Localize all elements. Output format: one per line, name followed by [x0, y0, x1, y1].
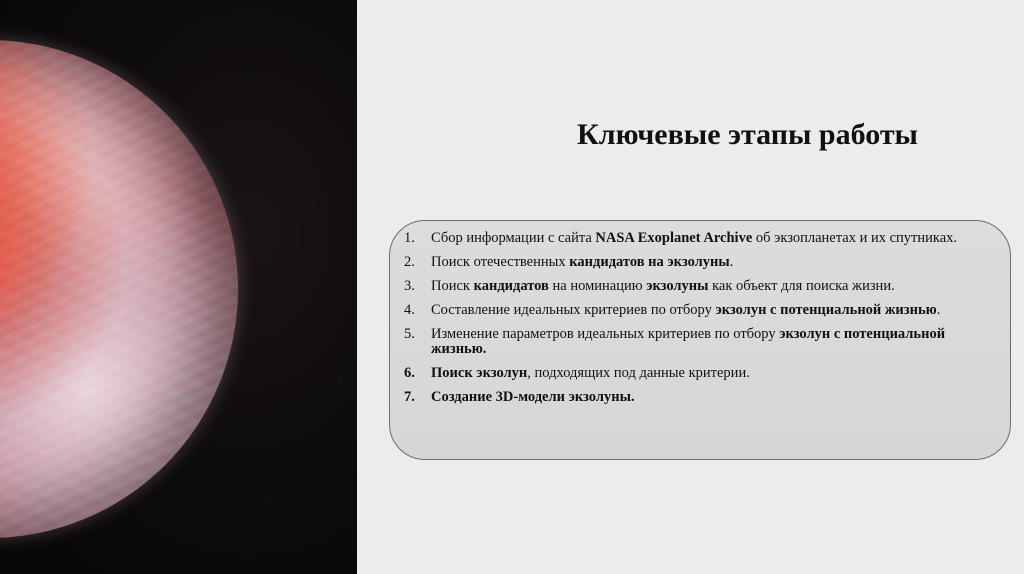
step-text-part: Составление идеальных критериев по отбору	[431, 302, 716, 318]
step-text-bold: кандидатов	[473, 278, 549, 294]
step-item	[404, 366, 988, 381]
steps-list	[404, 231, 988, 405]
step-text-part: на номинацию	[548, 278, 647, 294]
step-number: 7.	[404, 389, 415, 405]
step-text-part: Сбор информации с сайта	[431, 230, 596, 246]
steps-box	[389, 220, 1011, 460]
step-text	[431, 255, 988, 270]
step-number: 5.	[404, 326, 415, 342]
step-text-bold: кандидатов на экзолуны	[569, 254, 730, 270]
step-text-bold: экзолун с потенциальной жизнью	[715, 302, 937, 318]
step-number: 6.	[404, 365, 415, 381]
step-item	[404, 231, 988, 246]
step-text	[431, 390, 988, 405]
step-item	[404, 327, 988, 357]
step-text-bold: Создание 3D-модели экзолуны.	[431, 389, 635, 405]
step-number: 3.	[404, 278, 415, 294]
step-text-part: .	[729, 254, 734, 270]
step-text-bold: экзолуны	[646, 278, 709, 294]
step-item	[404, 255, 988, 270]
step-text	[431, 303, 988, 318]
space-image-panel	[0, 0, 357, 574]
step-text	[431, 231, 988, 246]
step-text-part: .	[936, 302, 941, 318]
step-text-part: как объект для поиска жизни.	[708, 278, 895, 294]
step-number: 2.	[404, 254, 415, 270]
step-number: 4.	[404, 302, 415, 318]
step-text	[431, 366, 988, 381]
step-text-bold: экзолун с потенциальной жизнью.	[431, 326, 946, 357]
step-text-part: , подходящих под данные критерии.	[527, 365, 750, 381]
step-item	[404, 390, 988, 405]
step-text-part: Поиск отечественных	[431, 254, 570, 270]
step-item	[404, 279, 988, 294]
step-text-bold: NASA Exoplanet Archive	[595, 230, 753, 246]
step-text-bold: Поиск экзолун	[431, 365, 528, 381]
step-text-part: об экзопланетах и их спутниках.	[752, 230, 958, 246]
step-text	[431, 279, 988, 294]
slide-title: Ключевые этапы работы	[577, 118, 918, 151]
step-text-part: Изменение параметров идеальных критериев по отбору	[431, 326, 780, 342]
step-item	[404, 303, 988, 318]
step-text	[431, 327, 988, 357]
step-number: 1.	[404, 230, 415, 246]
step-text-part: Поиск	[431, 278, 474, 294]
